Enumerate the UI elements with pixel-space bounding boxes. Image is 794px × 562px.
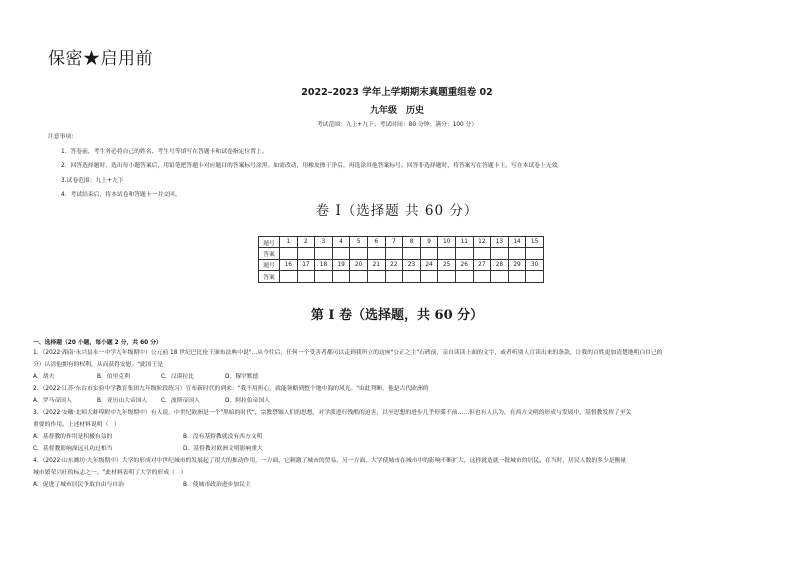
exam-title: 2022–2023 学年上学期期末真题重组卷 02 — [301, 87, 493, 98]
section-title: 一、选择题（20 小题，每小题 2 分，共 60 分） — [33, 340, 162, 346]
confidential-label: 保密★启用前 — [48, 49, 153, 69]
question-number-cell: 26 — [455, 259, 473, 270]
option-choice[interactable]: A．罗马帝国人 — [33, 398, 72, 404]
question-number-cell: 24 — [420, 259, 438, 270]
notes-block — [48, 130, 748, 203]
question-number-cell: 3 — [315, 237, 333, 248]
answer-cell[interactable] — [332, 248, 350, 259]
question-text: 3．（2022·安徽·北师大蚌埠附中九年级期中）有人说，中世纪欧洲是一个"黑暗的时代"，宗教禁锢人们的思想，对学派进行残酷的迫害，以至思想的进步几乎停滞不前……但也有人认为，在西方文明的形成与发展中，基督教发挥了至关 — [33, 410, 632, 416]
note-item: 2．回答选择题时，选出每小题答案后，用铅笔把答题卡对应题目的答案标号涂黑。如需改动，用橡皮擦干净后，再选涂其他答案标号。回答非选择题时，将答案写在答题卡上。写在本试卷上无效。 — [61, 163, 564, 169]
answer-cell[interactable] — [508, 271, 526, 282]
question-item — [33, 383, 763, 407]
answer-cell[interactable] — [455, 271, 473, 282]
answer-cell[interactable] — [491, 271, 509, 282]
question-label: 题号 — [259, 237, 280, 248]
question-number-cell: 13 — [491, 237, 509, 248]
notes-heading: 注意事项： — [48, 134, 77, 140]
answer-cell[interactable] — [367, 248, 385, 259]
answer-cell[interactable] — [438, 271, 456, 282]
question-text: 1．（2022·湖南·永兴县永一中学九年级期中）公元前 18 世纪巴比伦王颁布法典中说"…从今往后，任何一个受害者都可以走到我所立的这座"公正之主"石碑前，亲自读读上面的文字，或者听别人宣读出来的条款，让我的百姓更加清楚地明白自己的 — [33, 350, 663, 356]
option-choice[interactable]: A．基督教的作用是积极有益的 — [33, 434, 113, 440]
note-item: 1．答卷前，考生务必将自己的姓名、考生号等填写在答题卡和试卷指定位置上。 — [61, 148, 268, 155]
answer-cell[interactable] — [403, 271, 421, 282]
question-number-cell: 21 — [367, 259, 385, 270]
question-number-cell: 5 — [350, 237, 368, 248]
note-item: 4．考试结束后，将本试卷和答题卡一并交回。 — [61, 192, 181, 198]
answer-cell[interactable] — [526, 248, 544, 259]
answer-cell[interactable] — [280, 271, 298, 282]
question-number-cell: 22 — [385, 259, 403, 270]
answer-cell[interactable] — [491, 248, 509, 259]
paper-heading: 卷 I（选择题 共 60 分） — [315, 203, 479, 219]
option-choice[interactable]: C．汉谟拉比 — [161, 374, 195, 380]
answer-cell[interactable] — [350, 271, 368, 282]
option-choice[interactable]: C．基督教影响深远且功过相当 — [33, 446, 113, 452]
option-choice[interactable]: D．穆罕默德 — [225, 374, 259, 380]
answer-cell[interactable] — [315, 248, 333, 259]
answer-table — [258, 236, 544, 283]
option-choice[interactable]: B．亚历山大帝国人 — [97, 398, 148, 404]
question-number-cell: 19 — [332, 259, 350, 270]
answer-label: 答案 — [259, 271, 280, 282]
question-text: 2．（2022·江苏·东台市实验中学教育集团九年级阶段练习）宣布新时代的到来："我不用担心，就能领略到整个地中海的风光。"由此判断，他是古代欧洲的 — [33, 386, 429, 392]
answer-row-1 — [259, 248, 544, 259]
question-item — [33, 347, 763, 383]
answer-cell[interactable] — [280, 248, 298, 259]
option-choice[interactable]: D．阿拉伯帝国人 — [225, 398, 271, 404]
option-choice[interactable]: D．基督教对欧洲文明影响重大 — [183, 446, 263, 452]
answer-cell[interactable] — [385, 271, 403, 282]
question-text: 城市繁荣兴旺的标志之一。"此材料表明了大学的形成（ ） — [33, 470, 187, 476]
answer-cell[interactable] — [297, 248, 315, 259]
option-choice[interactable]: A．促进了城市居民争取自由与自治 — [33, 482, 124, 488]
question-number-cell: 14 — [508, 237, 526, 248]
question-options — [33, 431, 763, 443]
question-number-cell: 25 — [438, 259, 456, 270]
note-item: 3.试卷范围：九上+九下 — [61, 177, 124, 184]
question-number-row-1 — [259, 237, 544, 248]
question-item — [33, 407, 763, 443]
question-text: 重要的作用。上述材料说明（ ） — [33, 422, 120, 428]
question-number-cell: 17 — [297, 259, 315, 270]
question-item — [33, 455, 763, 491]
answer-cell[interactable] — [508, 248, 526, 259]
answer-cell[interactable] — [350, 248, 368, 259]
answer-row-2 — [259, 271, 544, 282]
question-number-cell: 6 — [367, 237, 385, 248]
question-options — [33, 395, 763, 407]
question-text: 4．（2022·山东潍坊·九年级期中）大学的形成对中世纪城市的发展起了很大的推动作用，一方面，它刺激了城市的贸易，另一方面，大学使城市在城市中的影响不断扩大，这样就造就一批城市的居民。在当时，居民人数的多少是衡量 — [33, 458, 627, 464]
question-number-cell: 11 — [455, 237, 473, 248]
answer-cell[interactable] — [420, 248, 438, 259]
option-choice[interactable]: B．没有基督教就没有西方文明 — [183, 434, 263, 440]
question-number-cell: 18 — [315, 259, 333, 270]
answer-cell[interactable] — [403, 248, 421, 259]
question-number-cell: 15 — [526, 237, 544, 248]
question-number-cell: 27 — [473, 259, 491, 270]
question-number-cell: 29 — [508, 259, 526, 270]
answer-cell[interactable] — [315, 271, 333, 282]
question-number-cell: 8 — [403, 237, 421, 248]
answer-cell[interactable] — [367, 271, 385, 282]
question-number-cell: 20 — [350, 259, 368, 270]
question-number-cell: 30 — [526, 259, 544, 270]
question-label: 题号 — [259, 259, 280, 270]
option-choice[interactable]: C．波斯帝国人 — [161, 398, 200, 404]
exam-subtitle: 九年级 历史 — [369, 106, 424, 116]
question-number-row-2 — [259, 259, 544, 270]
answer-cell[interactable] — [420, 271, 438, 282]
question-options — [33, 443, 763, 455]
answer-cell[interactable] — [297, 271, 315, 282]
exam-info: 考试范围：九上+九下；考试时间：80 分钟；满分：100 分） — [316, 122, 478, 128]
volume-heading: 第 I 卷（选择题，共 60 分） — [310, 308, 484, 323]
option-choice[interactable]: B．使城市政治进步加民主 — [183, 482, 251, 488]
question-number-cell: 1 — [280, 237, 298, 248]
question-options — [33, 371, 763, 383]
answer-cell[interactable] — [473, 271, 491, 282]
question-number-cell: 2 — [297, 237, 315, 248]
answer-cell[interactable] — [438, 248, 456, 259]
question-options — [33, 479, 763, 491]
question-text: 分）认清他拥有的权利，从而获得安慰。"此国王是 — [33, 362, 164, 368]
answer-cell[interactable] — [526, 271, 544, 282]
question-number-cell: 12 — [473, 237, 491, 248]
question-number-cell: 16 — [280, 259, 298, 270]
question-item — [33, 443, 763, 455]
answer-cell[interactable] — [473, 248, 491, 259]
question-number-cell: 10 — [438, 237, 456, 248]
answer-cell[interactable] — [455, 248, 473, 259]
question-number-cell: 4 — [332, 237, 350, 248]
question-number-cell: 23 — [403, 259, 421, 270]
answer-cell[interactable] — [385, 248, 403, 259]
answer-cell[interactable] — [332, 271, 350, 282]
option-choice[interactable]: A．胡夫 — [33, 374, 55, 380]
question-number-cell: 28 — [491, 259, 509, 270]
question-number-cell: 9 — [420, 237, 438, 248]
option-choice[interactable]: B．伯里克利 — [97, 374, 130, 380]
question-number-cell: 7 — [385, 237, 403, 248]
answer-label: 答案 — [259, 248, 280, 259]
